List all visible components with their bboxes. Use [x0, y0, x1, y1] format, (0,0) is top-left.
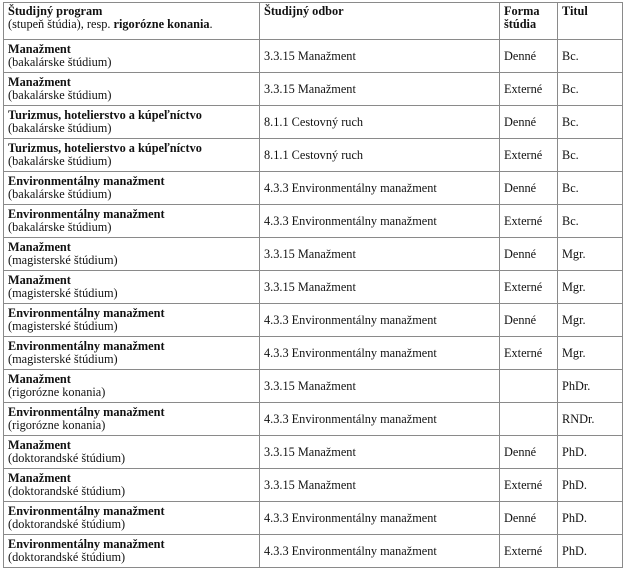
program-name: Turizmus, hotelierstvo a kúpeľníctvo [8, 108, 202, 122]
field-cell: 8.1.1 Cestovný ruch [260, 139, 500, 172]
table-row [4, 271, 623, 304]
header-field: Študijný odbor [260, 3, 500, 40]
title-cell: Bc. [558, 205, 623, 238]
form-cell [500, 370, 558, 403]
program-cell [4, 40, 260, 73]
table-row [4, 502, 623, 535]
program-cell [4, 106, 260, 139]
program-level: (doktorandské štúdium) [8, 550, 126, 564]
form-cell: Denné [500, 172, 558, 205]
program-level: (magisterské štúdium) [8, 253, 118, 267]
program-level: (magisterské štúdium) [8, 286, 118, 300]
title-cell: PhDr. [558, 370, 623, 403]
form-cell: Externé [500, 469, 558, 502]
program-name: Environmentálny manažment [8, 405, 165, 419]
field-cell: 4.3.3 Environmentálny manažment [260, 403, 500, 436]
table-row [4, 535, 623, 568]
table-row [4, 436, 623, 469]
program-name: Environmentálny manažment [8, 504, 165, 518]
field-cell: 3.3.15 Manažment [260, 370, 500, 403]
program-name: Manažment [8, 372, 71, 386]
field-cell: 4.3.3 Environmentálny manažment [260, 502, 500, 535]
program-level: (bakalárske štúdium) [8, 154, 112, 168]
form-cell: Denné [500, 436, 558, 469]
field-cell: 8.1.1 Cestovný ruch [260, 106, 500, 139]
form-cell: Externé [500, 271, 558, 304]
title-cell: Mgr. [558, 271, 623, 304]
program-level: (doktorandské štúdium) [8, 451, 126, 465]
program-cell [4, 370, 260, 403]
title-cell: Bc. [558, 172, 623, 205]
table-row [4, 40, 623, 73]
program-level: (bakalárske štúdium) [8, 88, 112, 102]
title-cell: RNDr. [558, 403, 623, 436]
title-cell: PhD. [558, 436, 623, 469]
program-cell [4, 469, 260, 502]
program-level: (rigorózne konania) [8, 418, 106, 432]
program-level: (doktorandské štúdium) [8, 517, 126, 531]
form-cell: Denné [500, 304, 558, 337]
table-row [4, 370, 623, 403]
title-cell: Bc. [558, 139, 623, 172]
table-row [4, 403, 623, 436]
title-cell: PhD. [558, 469, 623, 502]
title-cell: Mgr. [558, 337, 623, 370]
table-row [4, 337, 623, 370]
title-cell: Bc. [558, 106, 623, 139]
program-name: Manažment [8, 240, 71, 254]
form-cell: Externé [500, 535, 558, 568]
form-cell: Externé [500, 139, 558, 172]
field-cell: 4.3.3 Environmentálny manažment [260, 337, 500, 370]
table-row [4, 73, 623, 106]
program-name: Manažment [8, 273, 71, 287]
program-cell [4, 337, 260, 370]
program-cell [4, 436, 260, 469]
program-cell [4, 271, 260, 304]
field-cell: 3.3.15 Manažment [260, 469, 500, 502]
program-name: Manažment [8, 42, 71, 56]
title-cell: Bc. [558, 40, 623, 73]
form-cell [500, 403, 558, 436]
header-row [4, 3, 623, 40]
table-row [4, 106, 623, 139]
study-programs-table [3, 2, 623, 568]
title-cell: PhD. [558, 535, 623, 568]
field-cell: 3.3.15 Manažment [260, 271, 500, 304]
program-level: (magisterské štúdium) [8, 319, 118, 333]
field-cell: 3.3.15 Manažment [260, 40, 500, 73]
program-cell [4, 73, 260, 106]
table-row [4, 205, 623, 238]
form-cell: Externé [500, 205, 558, 238]
form-cell: Denné [500, 238, 558, 271]
field-cell: 4.3.3 Environmentálny manažment [260, 172, 500, 205]
field-cell: 4.3.3 Environmentálny manažment [260, 205, 500, 238]
form-cell: Externé [500, 73, 558, 106]
program-name: Manažment [8, 471, 71, 485]
program-name: Environmentálny manažment [8, 174, 165, 188]
program-cell [4, 502, 260, 535]
header-program-sub-prefix: (stupeň štúdia), resp. [8, 17, 114, 31]
form-cell: Denné [500, 40, 558, 73]
field-cell: 4.3.3 Environmentálny manažment [260, 304, 500, 337]
table-header [4, 3, 623, 40]
program-cell [4, 238, 260, 271]
field-cell: 4.3.3 Environmentálny manažment [260, 535, 500, 568]
title-cell: Bc. [558, 73, 623, 106]
header-title: Titul [558, 3, 623, 40]
program-name: Manažment [8, 75, 71, 89]
title-cell: Mgr. [558, 238, 623, 271]
program-name: Environmentálny manažment [8, 306, 165, 320]
table-row [4, 172, 623, 205]
program-name: Turizmus, hotelierstvo a kúpeľníctvo [8, 141, 202, 155]
form-cell: Denné [500, 502, 558, 535]
program-level: (bakalárske štúdium) [8, 121, 112, 135]
field-cell: 3.3.15 Manažment [260, 436, 500, 469]
header-program-sub-suffix: . [209, 17, 213, 31]
title-cell: PhD. [558, 502, 623, 535]
program-cell [4, 205, 260, 238]
program-cell [4, 403, 260, 436]
program-level: (doktorandské štúdium) [8, 484, 126, 498]
program-name: Environmentálny manažment [8, 339, 165, 353]
header-form-line2: štúdia [504, 17, 537, 31]
program-level: (bakalárske štúdium) [8, 220, 112, 234]
table-row [4, 469, 623, 502]
program-cell [4, 139, 260, 172]
header-form-line1: Forma [504, 4, 540, 18]
field-cell: 3.3.15 Manažment [260, 238, 500, 271]
program-name: Manažment [8, 438, 71, 452]
table-row [4, 304, 623, 337]
header-program-sub-bold: rigorózne konania [113, 17, 210, 31]
table-body [4, 40, 623, 568]
program-level: (magisterské štúdium) [8, 352, 118, 366]
program-cell [4, 535, 260, 568]
program-cell [4, 304, 260, 337]
table-row [4, 238, 623, 271]
header-program-title: Študijný program [8, 4, 103, 18]
header-form [500, 3, 558, 40]
form-cell: Externé [500, 337, 558, 370]
program-name: Environmentálny manažment [8, 537, 165, 551]
program-name: Environmentálny manažment [8, 207, 165, 221]
title-cell: Mgr. [558, 304, 623, 337]
program-level: (bakalárske štúdium) [8, 187, 112, 201]
header-program [4, 3, 260, 40]
program-cell [4, 172, 260, 205]
table-row [4, 139, 623, 172]
field-cell: 3.3.15 Manažment [260, 73, 500, 106]
program-level: (rigorózne konania) [8, 385, 106, 399]
program-level: (bakalárske štúdium) [8, 55, 112, 69]
form-cell: Denné [500, 106, 558, 139]
